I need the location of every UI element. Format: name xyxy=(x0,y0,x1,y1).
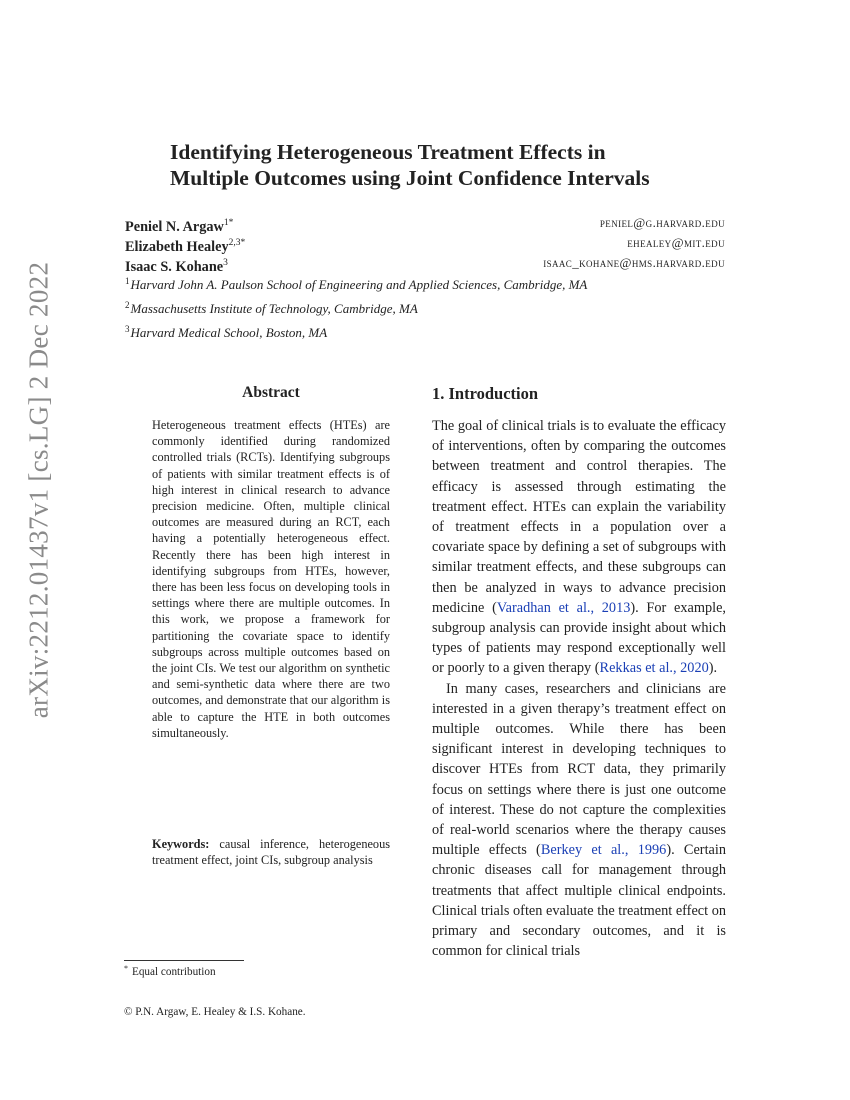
affiliation-line: $^1$Harvard John A. Paulson School of Engineering and Applied Sciences, Cambridge, MA xyxy=(125,276,588,292)
paragraph: In many cases, researchers and clinicians are interested in a given therapy’s treatment effect on multiple outcomes. While there has been significant interest in developing techniques to discover HTEs from RCT data, they primarily focus on settings where there is just one outcome of interest. These do not capture the complexities of real-world scenarios where the therapy causes multiple effects (Berkey et al., 1996). Certain chronic diseases call for management through treatments that affect multiple clinical endpoints. Clinical trials often evaluate the treatment effect on primary and secondary outcomes, and it is common for clinical trials xyxy=(432,680,727,960)
affiliations xyxy=(125,271,725,343)
copyright-notice: © P.N. Argaw, E. Healey & I.S. Kohane. xyxy=(124,1006,306,1018)
introduction-body xyxy=(432,416,726,961)
footnote-divider xyxy=(124,960,244,961)
paper-title xyxy=(170,139,730,191)
footnote: * Equal contribution xyxy=(124,964,216,978)
affiliation-line: $^2$Massachusetts Institute of Technology, Cambridge, MA xyxy=(125,300,418,316)
citation-link[interactable]: Rekkas et al., 2020 xyxy=(599,660,709,677)
author-row xyxy=(125,253,725,273)
author-email[interactable]: ehealey@mit.edu xyxy=(627,235,725,250)
title-line-1: Identifying Heterogeneous Treatment Effects in xyxy=(170,140,606,164)
affiliation-line: $^3$Harvard Medical School, Boston, MA xyxy=(125,324,328,340)
paragraph: The goal of clinical trials is to evaluate the efficacy of interventions, often by comparing the outcomes between treatment and control therapies. The efficacy is assessed through estimating the treatment effect. HTEs can explain the variability of treatment effects in a population over a covariate space by defining a set of subgroups with similar treatment effects, and these subgroups can then be analyzed in ways to advance precision medicine (Varadhan et al., 2013). For example, subgroup analysis can provide insight about which types of patients may respond exceptionally well or poorly to a given therapy (Rekkas et al., 2020). xyxy=(432,418,726,677)
arxiv-identifier: arXiv:2212.01437v1 [cs.LG] 2 Dec 2022 xyxy=(23,261,54,719)
title-line-2: Multiple Outcomes using Joint Confidence Intervals xyxy=(170,166,650,190)
author-list xyxy=(125,213,725,273)
author-email[interactable]: peniel@g.harvard.edu xyxy=(599,215,725,230)
citation-link[interactable]: Varadhan et al., 2013 xyxy=(496,599,631,616)
citation-link[interactable]: Berkey et al., 1996 xyxy=(540,842,667,859)
keywords-text: causal inference, heterogeneous treatment effect, joint CIs, subgroup analysis xyxy=(152,837,391,868)
abstract-text: Heterogeneous treatment effects (HTEs) are commonly identified during randomized controlled trials (RCTs). Identifying subgroups of patients with similar treatment effects is of high interest in clinical research to advance precision medicine. Often, multiple clinical outcomes are measured during an RCT, each having a potentially heterogeneous effect. Recently there has been high interest in identifying subgroups from HTEs, however, there has been less focus on developing tools in settings where there are multiple outcomes. In this work, we propose a framework for partitioning the covariate space to identify subgroups across multiple outcomes based on the joint CIs. We test our algorithm on synthetic and semi-synthetic data where there are two outcomes, and demonstrate that our algorithm is able to capture the HTE in both outcomes simultaneously. xyxy=(152,418,390,740)
author-name: Elizabeth Healey$^{2,3*}$ xyxy=(125,238,246,255)
keywords xyxy=(152,836,390,868)
abstract-heading: Abstract xyxy=(242,384,300,401)
author-row xyxy=(125,233,725,253)
keywords-label: Keywords: xyxy=(152,837,210,851)
author-name: Peniel N. Argaw$^{1*}$ xyxy=(125,218,234,235)
author-row xyxy=(125,213,725,233)
section-heading-introduction: 1. Introduction xyxy=(432,384,539,403)
author-email[interactable]: isaac_kohane@hms.harvard.edu xyxy=(543,255,725,270)
author-name: Isaac S. Kohane$^3$ xyxy=(125,258,228,275)
arxiv-sidebar xyxy=(14,261,64,719)
